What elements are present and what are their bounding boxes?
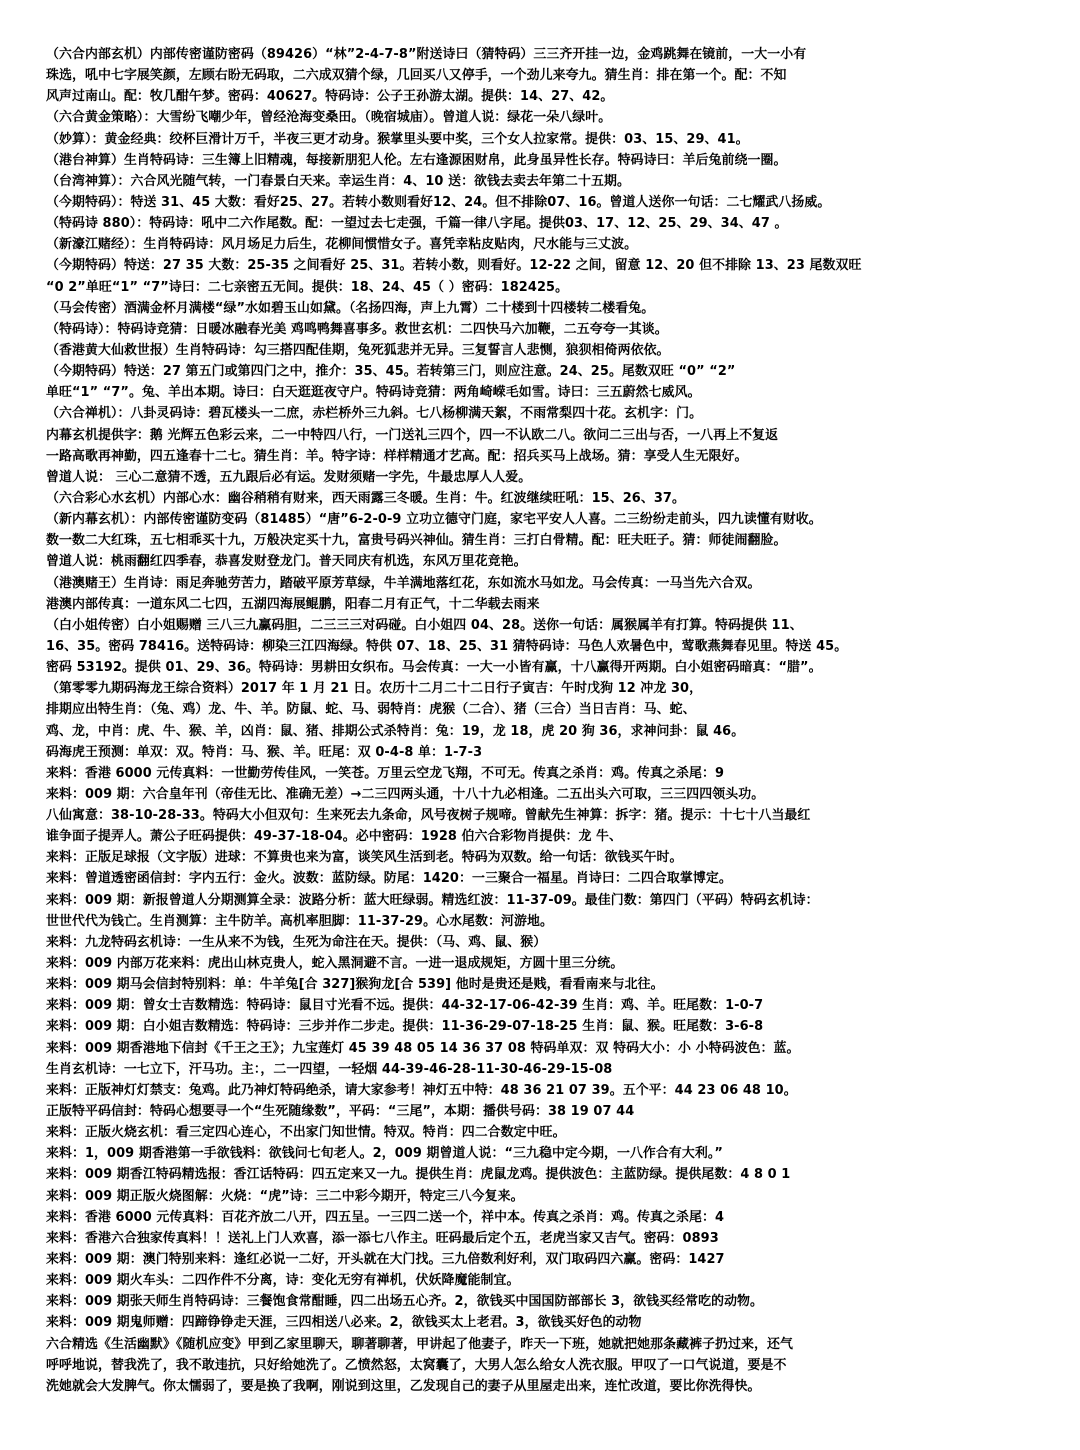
text-line: 来料：009 期：新报曾道人分期测算全录：波路分析：蓝大旺绿弱。精选红波：11-37-09。最佳门数：第四门（平码）特码玄机诗： (46, 892, 819, 908)
text-line: 鸡、龙，中肖：虎、牛、猴、羊，凶肖：鼠、猪、排期公式杀特肖：兔：19，龙 18，虎 20 狗 36，求神问卦：鼠 46。 (46, 723, 745, 739)
text-line: 来料：009 期：六合皇年刊（帝佳无比、准确无差）→二三四两头通，十八十九必相逢。二五出头六可取，三三四四领头功。 (46, 786, 765, 802)
text-line: （港台神算）生肖特码诗：三生簿上旧精魂，每接新朋犯人伦。左右逢源困财帛，此身虽异性长存。特码诗曰：羊后兔前绕一圈。 (46, 152, 787, 168)
text-line: 来料：009 期：白小姐吉数精选：特码诗：三步并作二步走。提供：11-36-29-07-18-25 生肖：鼠、猴。旺尾数：3-6-8 (46, 1019, 764, 1035)
text-line: 单旺“1” “7”。兔、羊出本期。诗曰：白天逛逛夜守户。特码诗竞猜：两角崎嵘毛如雪。诗曰：三五蔚然七威风。 (46, 385, 701, 401)
text-line: 世世代代为钱亡。生肖测算：主牛防羊。高机率胆脚：11-37-29。心水尾数：河游地。 (46, 913, 553, 929)
text-line: （第零零九期码海龙王综合资料）2017 年 1 月 21 日。农历十二月二十二日行子寅吉：午时戊狗 12 冲龙 30， (46, 681, 703, 697)
text-line: 来料：009 期香江特码精选报：香江话特码：四五定来又一九。提供生肖：虎鼠龙鸡。提供波色：主蓝防绿。提供尾数：4 8 0 1 (46, 1167, 791, 1183)
text-line: 来料：香港六合独家传真料！！送礼上门人欢喜，添一添七八作主。旺码最后定个五，老虎当家又吉气。密码：0893 (46, 1230, 719, 1246)
text-line: 呼呼地说，替我洗了，我不敢违抗，只好给她洗了。乙愤然怒，太窝囊了，大男人怎么给女人洗衣服。甲叹了一口气说道，要是不 (46, 1357, 787, 1373)
text-line: 珠选，吼中七字展笑颜，左顾右盼无码取，二六成双猜个绿，几回买八又停手，一个劲儿来夸九。猜生肖：排在第一个。配：不知 (46, 68, 787, 84)
text-line: （妙算）：黄金经典：绞杯巨滑计万千，半夜三更才动身。猴掌里头要中奖，三个女人拉家常。提供：03、15、29、41。 (46, 131, 749, 147)
text-line: 来料：正版足球报（文字版）进球：不算贵也来为富，谈笑风生活到老。特码为双数。给一句话：欲钱买午时。 (46, 850, 683, 866)
text-line: 来料：009 期张天师生肖特码诗：三餐饱食常酣睡，四二出场五心齐。2，欲钱买中国国防部部长 3，欲钱买经常吃的动物。 (46, 1294, 764, 1310)
text-line: 洗她就会大发脾气。你太懦弱了，要是换了我啊，刚说到这里，乙发现自己的妻子从里屋走出来，连忙改道，要比你洗得快。 (46, 1378, 761, 1394)
text-line: （白小姐传密）白小姐赐赠 三八三九赢码胆，二三三三对码碰。白小姐四 04、28。送你一句话：属猴属羊有打算。特码提供 11、 (46, 617, 803, 633)
text-line: 来料：009 期马会信封特别料：单：牛羊兔[合 327]猴狗龙[合 539] 他时是贵还是贱，看看南来与北往。 (46, 977, 664, 993)
text-line: 来料：正版火烧玄机：看三定四心连心，不出家门知世情。特双。特肖：四二合数定中旺。 (46, 1125, 566, 1141)
text-line: （港澳赌王）生肖诗：雨足奔驰劳苦力，踏破平原芳草绿，牛羊满地落红花，东如流水马如龙。马会传真：一马当先六合双。 (46, 575, 761, 591)
text-line: 一路高歌再神勤，四五逢春十二七。猜生肖：羊。特字诗：样样精通才艺高。配：招兵买马上战场。猜：享受人生无限好。 (46, 448, 748, 464)
text-line: 来料：009 期火车头：二四作件不分离，诗：变化无穷有禅机，伏妖降魔能制宜。 (46, 1273, 520, 1289)
text-line: （新濠江赌经）：生肖特码诗：风月场足力后生，花柳间惯惜女子。喜凭幸粘皮贴肉，尺水能与三丈波。 (46, 237, 638, 253)
text-line: 来料：009 期鬼师赠：四蹄铮铮走天涯，三四相送八必来。2，欲钱买太上老君。3，欲钱买好色的动物 (46, 1315, 642, 1331)
text-line: 来料：009 期：曾女士吉数精选：特码诗：鼠目寸光看不远。提供：44-32-17-06-42-39 生肖：鸡、羊。旺尾数：1-0-7 (46, 998, 764, 1014)
text-line: 密码 53192。提供 01、29、36。特码诗：男耕田女织布。马会传真：一大一小皆有赢，十八赢得开两期。白小姐密码暗真：“腊”。 (46, 660, 822, 676)
text-line: 八仙寓意：38-10-28-33。特码大小但双句：生来死去九条命，风号夜树子规啼。曾献先生神算：拆字：猪。提示：十七十八当最红 (46, 808, 811, 824)
text-line: 来料：正版神灯灯禁支：兔鸡。此乃神灯特码绝杀，请大家参考！神灯五中特：48 36 21 07 39。五个平：44 23 06 48 10。 (46, 1082, 797, 1098)
text-line: （特码诗 880）：特码诗：吼中二六作尾数。配：一望过去七走强，千篇一律八字尾。提供03、17、12、25、29、34、47 。 (46, 216, 788, 232)
text-line: 正版特平码信封：特码心想要寻一个“生死随缘数”，平码：“三尾”，本期：播供号码：38 19 07 44 (46, 1104, 635, 1120)
text-line: 来料：009 期正版火烧图解：火烧：“虎”诗：三二中彩今期开，特定三八今复来。 (46, 1188, 524, 1204)
text-line: “0 2”单旺“1” “7”诗曰：二七亲密五无间。提供：18、24、45（ ）密码：182425。 (46, 279, 569, 295)
text-line: 曾道人说： 三心二意猜不透，五九跟后必有运。发财须赌一字先，牛最忠厚人人爱。 (46, 469, 532, 485)
text-line: （香港黄大仙救世报）生肖特码诗：勾三搭四配佳期，兔死狐悲并无异。三复誓言人悲恻，狼狈相倚两依依。 (46, 342, 670, 358)
text-line: （今期特码）特送：27 第五门或第四门之中，推介：35、45。若转第三门，则应注意。24、25。尾数双旺 “0” “2” (46, 364, 736, 380)
text-line: 曾道人说：桃雨翻红四季春，恭喜发财登龙门。普天同庆有机选，东风万里花竞艳。 (46, 554, 527, 570)
text-line: 数一数二大红珠，五七相乖买十九，万般决定买十九，富贵号码兴神仙。猜生肖：三打白骨精。配：旺夫旺子。猜：师徒闹翻脸。 (46, 533, 787, 549)
text-line: 16、35。密码 78416。送特码诗：柳染三江四海绿。特供 07、18、25、31 猜特码诗：马色人欢暑色中，莺歌燕舞春见里。特送 45。 (46, 638, 848, 654)
text-line: 来料：曾道透密函信封：字内五行：金火。波数：蓝防绿。防尾：1420：一三聚合一福星。肖诗曰：二四合取掌博定。 (46, 871, 732, 887)
text-line: 港澳内部传真：一道东风二七四，五湖四海展鲲鹏，阳春二月有正气，十二华载去雨来 (46, 596, 540, 612)
text-line: 排期应出特生肖：（兔、鸡）龙、牛、羊。防鼠、蛇、马、弱特肖：虎猴（二合）、猪（三合）当日吉肖：马、蛇、 (46, 702, 696, 718)
text-line: 风声过南山。配：牧几酣午梦。密码：40627。特码诗：公子王孙游太湖。提供：14、27、42。 (46, 89, 614, 105)
text-line: 来料：九龙特码玄机诗：一生从来不为钱，生死为命注在天。提供：（马、鸡、鼠、猴） (46, 934, 547, 950)
text-line: 码海虎王预测：单双：双。特肖：马、猴、羊。旺尾：双 0-4-8 单：1-7-3 (46, 744, 483, 760)
lottery-tips-document (46, 44, 1036, 1397)
text-line: （马会传密）酒满金杯月满楼“绿”水如碧玉山如黛。（名扬四海，声上九霄）二十楼到十四楼转二楼看兔。 (46, 300, 655, 316)
text-line: 生肖玄机诗：一七立下，汗马功。主：，二一四望，一轻烟 44-39-46-28-11-30-46-29-15-08 (46, 1061, 613, 1077)
text-line: （六合彩心水玄机）内部心水：幽谷稍稍有财来，西天雨露三冬暖。生肖：牛。红波继续旺吼：15、26、37。 (46, 490, 685, 506)
text-line: 内幕玄机提供字：鹅 光辉五色彩云来，二一中特四八行，一门送礼三四个，四一不认欧二八。欲问二三出与否，一八再上不复返 (46, 427, 779, 443)
text-line: （特码诗）：特码诗竞猜：日暖冰融春光美 鸡鸣鸭舞喜事多。救世玄机：二四快马六加鞭，二五夸夸一其谈。 (46, 321, 668, 337)
text-line: 来料：香港 6000 元传真料：一世勤劳传佳风，一笑苍。万里云空龙飞翔，不可无。传真之杀肖：鸡。传真之杀尾：9 (46, 765, 725, 781)
text-line: （六合黄金策略）：大雪纷飞嘲少年，曾经沧海变桑田。（晚宿城庙）。曾道人说：绿花一朵八绿叶。 (46, 110, 612, 126)
text-line: （六合禅机）：八卦灵码诗：碧瓦楼头一二庶，赤栏桥外三九斜。七八杨柳满天絮，不雨常梨四十花。玄机字：门。 (46, 406, 703, 422)
text-line: 来料：009 期：澳门特别来料：逢红必说一二好，开头就在大门找。三九倍数利好利，双门取码四六赢。密码：1427 (46, 1252, 725, 1268)
text-line: （台湾神算）：六合风光随气转，一门春景白天来。幸运生肖：4、10 送：欲钱去卖去年第二十五期。 (46, 173, 630, 189)
text-line: 来料：香港 6000 元传真料：百花齐放二八开，四五呈。一三四二送一个，祥中本。传真之杀肖：鸡。传真之杀尾：4 (46, 1209, 725, 1225)
text-line: 六合精选《生活幽默》《随机应变》甲到乙家里聊天，聊著聊著，甲讲起了他妻子，昨天一下班，她就把她那条藏裤子扔过来，还气 (46, 1336, 794, 1352)
text-line: （新内幕玄机）：内部传密谨防变码（81485）“唐”6-2-0-9 立功立德守门庭，家宅平安人人喜。二三纷纷走前头，四九读懂有财收。 (46, 512, 822, 528)
text-line: （今期特码）：特送 31、45 大数：看好25、27。若转小数则看好12、24。但不排除07、16。曾道人送你一句话：二七耀武八扬威。 (46, 194, 831, 210)
text-line: 谁争面子提弄人。萧公子旺码提供：49-37-18-04。必中密码：1928 伯六合彩物肖提供：龙 牛、 (46, 829, 623, 845)
text-line: 来料：1，009 期香港第一手欲钱料：欲钱问七旬老人。2，009 期曾道人说：“三九稳中定今期，一八作合有大利。” (46, 1146, 723, 1162)
text-line: （六合内部玄机）内部传密谨防密码（89426）“林”2-4-7-8”附送诗曰（猜特码）三三齐开挂一边，金鸡跳舞在镜前，一大一小有 (46, 47, 807, 62)
text-line: 来料：009 期香港地下信封《千王之王》；九宝莲灯 45 39 48 05 14 36 37 08 特码单双：双 特码大小：小 小特码波色：蓝。 (46, 1040, 800, 1056)
text-line: 来料：009 内部万花来料：虎出山林克贵人，蛇入黑洞避不言。一进一退成规矩，方圆十里三分统。 (46, 956, 624, 972)
text-line: （今期特码）特送：27 35 大数：25-35 之间看好 25、31。若转小数，则看好。12-22 之间，留意 12、20 但不排除 13、23 尾数双旺 (46, 258, 862, 274)
